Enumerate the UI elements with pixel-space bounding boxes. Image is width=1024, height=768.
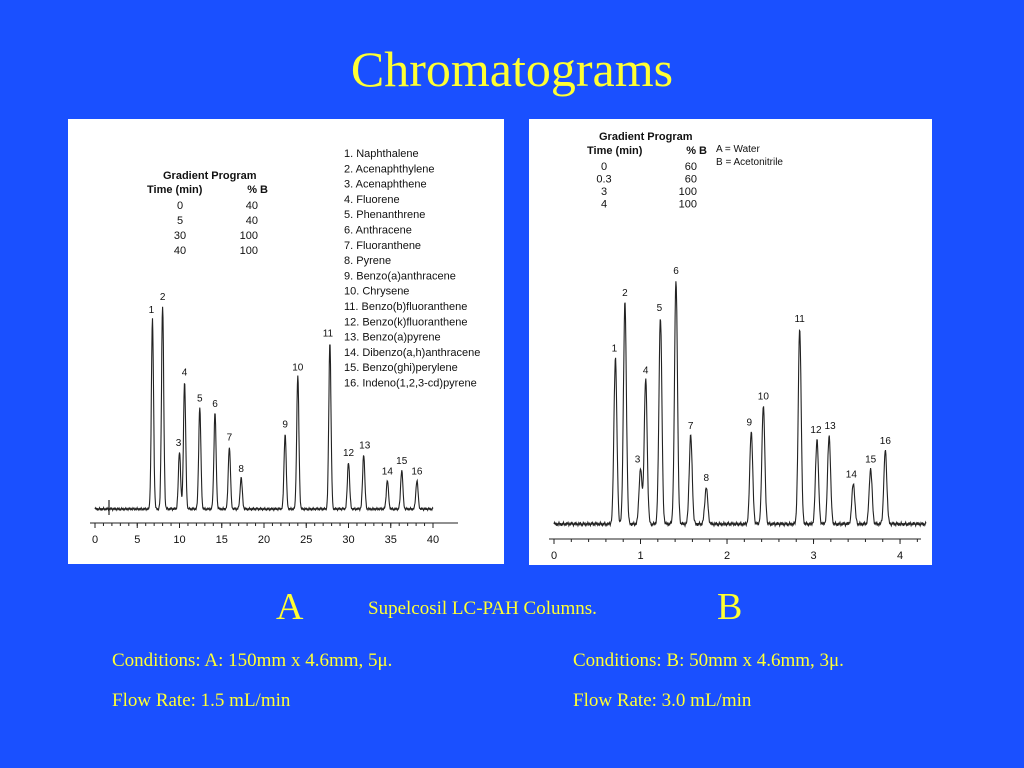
chart-a-tick-label: 5 [134, 534, 141, 546]
chart-a-tick-label: 35 [384, 534, 397, 546]
chart-a-peak-label: 15 [396, 456, 408, 467]
chromatogram-b-panel [529, 119, 932, 565]
chart-a-peak-label: 7 [226, 432, 233, 444]
flow-rate-b: Flow Rate: 3.0 mL/min [573, 690, 752, 711]
chart-a-tick-label: 0 [91, 534, 99, 546]
chart-b-peak-label: 14 [845, 469, 857, 481]
chart-b-peak-label: 6 [673, 265, 679, 277]
chart-a-tick-label: 40 [426, 534, 440, 546]
chart-b-solvent-a: A = Water [716, 144, 760, 155]
chart-a-tick-label: 25 [300, 534, 313, 546]
chart-a-gradient-heading: Gradient Program [163, 170, 257, 182]
chart-b-peak-label: 8 [703, 473, 710, 484]
chart-a-compound: 8. Pyrene [344, 255, 392, 268]
chart-a-gradient-time: 40 [173, 245, 187, 257]
slide-caption: Supelcosil LC-PAH Columns. [368, 598, 597, 619]
chart-a-gradient-col1: Time (min) [147, 184, 203, 196]
chart-a-peak-label: 8 [238, 463, 244, 475]
chart-a-gradient-pct: 100 [239, 245, 258, 257]
chart-a-peak-label: 4 [181, 367, 188, 379]
chart-a-peak-label: 6 [212, 398, 218, 410]
chart-a-label: A [276, 586, 304, 628]
chart-b-tick-label: 4 [896, 550, 904, 562]
chart-b-tick-label: 3 [810, 550, 817, 562]
chart-b-tick-label: 0 [550, 550, 558, 562]
chart-a-tick-label: 20 [257, 534, 271, 546]
chart-b-peak-label: 11 [794, 313, 805, 325]
chart-b-tick-label: 1 [637, 550, 644, 562]
chart-b-gradient-col1: Time (min) [587, 145, 643, 157]
chart-b-peak-label: 15 [865, 454, 877, 466]
chart-a-gradient-time: 30 [173, 230, 187, 242]
chart-a-compound: 10. Chrysene [344, 285, 410, 298]
chart-b-gradient-pct: 60 [684, 161, 697, 173]
chart-a-peak-label: 16 [411, 466, 423, 478]
chart-a-peak-label: 11 [322, 328, 334, 340]
chart-b-peak-label: 12 [810, 424, 822, 436]
chart-b-gradient-col2: % B [686, 145, 707, 157]
chart-a-gradient-pct: 100 [239, 230, 258, 242]
chart-a-peak-label: 14 [381, 466, 393, 478]
chart-a-compound: 11. Benzo(b)fluoranthene [344, 301, 468, 313]
chart-a-gradient-col2: % B [247, 184, 268, 196]
chart-a-compound: 12. Benzo(k)fluoranthene [344, 316, 468, 329]
chart-a-compound: 5. Phenanthrene [344, 209, 426, 222]
conditions-a: Conditions: A: 150mm x 4.6mm, 5μ. [112, 650, 393, 671]
chart-a-compound: 3. Acenaphthene [344, 178, 427, 191]
chart-a-peak-label: 13 [359, 440, 371, 452]
chart-a-tick-label: 10 [173, 534, 186, 546]
conditions-b: Conditions: B: 50mm x 4.6mm, 3μ. [573, 650, 844, 671]
chromatogram-b [529, 119, 932, 565]
chart-a-compound: 7. Fluoranthene [344, 239, 422, 252]
chart-a-tick-label: 30 [342, 534, 355, 546]
slide-title: Chromatograms [350, 41, 674, 97]
chart-b-peak-label: 10 [757, 391, 769, 403]
chromatogram-a-panel [68, 119, 504, 564]
chart-a-peak-label: 5 [196, 393, 203, 405]
chart-b-peak-label: 1 [611, 343, 618, 355]
chart-b-solvent-b: B = Acetonitrile [716, 157, 783, 168]
chart-b-trace [554, 281, 926, 526]
chart-a-peak-label: 12 [342, 448, 355, 460]
chart-a-compound: 14. Dibenzo(a,h)anthracene [344, 346, 481, 359]
chromatogram-a [68, 119, 504, 564]
chart-b-peak-label: 16 [879, 436, 891, 447]
chart-b-peak-label: 13 [824, 421, 836, 433]
chart-b-gradient-time: 0 [600, 161, 608, 173]
flow-rate-a: Flow Rate: 1.5 mL/min [112, 690, 291, 711]
chart-a-peak-label: 3 [175, 437, 182, 449]
chart-b-peak-label: 9 [746, 417, 753, 429]
chart-b-gradient-heading: Gradient Program [599, 131, 693, 143]
chart-a-gradient-pct: 40 [245, 200, 258, 212]
chart-a-gradient-time: 5 [176, 215, 184, 227]
chart-b-peak-label: 4 [642, 365, 649, 377]
chart-a-compound: 16. Indeno(1,2,3-cd)pyrene [344, 377, 477, 390]
chart-a-peak-label: 10 [292, 362, 304, 374]
chart-b-tick-label: 2 [723, 550, 731, 562]
chart-b-label: B [717, 586, 743, 628]
chart-a-gradient-time: 0 [176, 200, 184, 212]
chart-b-peak-label: 7 [687, 421, 694, 433]
chart-a-compound: 13. Benzo(a)pyrene [344, 331, 441, 344]
chart-a-compound: 9. Benzo(a)anthracene [344, 270, 456, 283]
chart-a-compound: 2. Acenaphthylene [344, 163, 435, 176]
chart-a-compound: 15. Benzo(ghi)perylene [344, 362, 458, 375]
chart-b-gradient-pct: 100 [678, 186, 697, 198]
chart-a-peak-label: 2 [159, 292, 166, 304]
chart-a-peak-label: 1 [148, 305, 155, 317]
chart-b-peak-label: 3 [634, 454, 641, 466]
chart-a-gradient-pct: 40 [245, 215, 258, 227]
chart-b-peak-label: 2 [622, 288, 628, 299]
chart-b-gradient-pct: 60 [684, 173, 697, 186]
chart-a-tick-label: 15 [215, 534, 228, 546]
chart-a-compound: 4. Fluorene [344, 193, 400, 206]
chart-b-gradient-time: 4 [600, 198, 608, 211]
chart-a-compound: 1. Naphthalene [344, 148, 419, 160]
chart-a-peak-label: 9 [282, 419, 288, 431]
chart-b-peak-label: 5 [656, 302, 663, 314]
chart-b-gradient-pct: 100 [678, 198, 697, 211]
chart-b-gradient-time: 3 [600, 186, 608, 198]
chart-b-gradient-time: 0.3 [596, 173, 612, 186]
chart-a-compound: 6. Anthracene [344, 224, 412, 237]
